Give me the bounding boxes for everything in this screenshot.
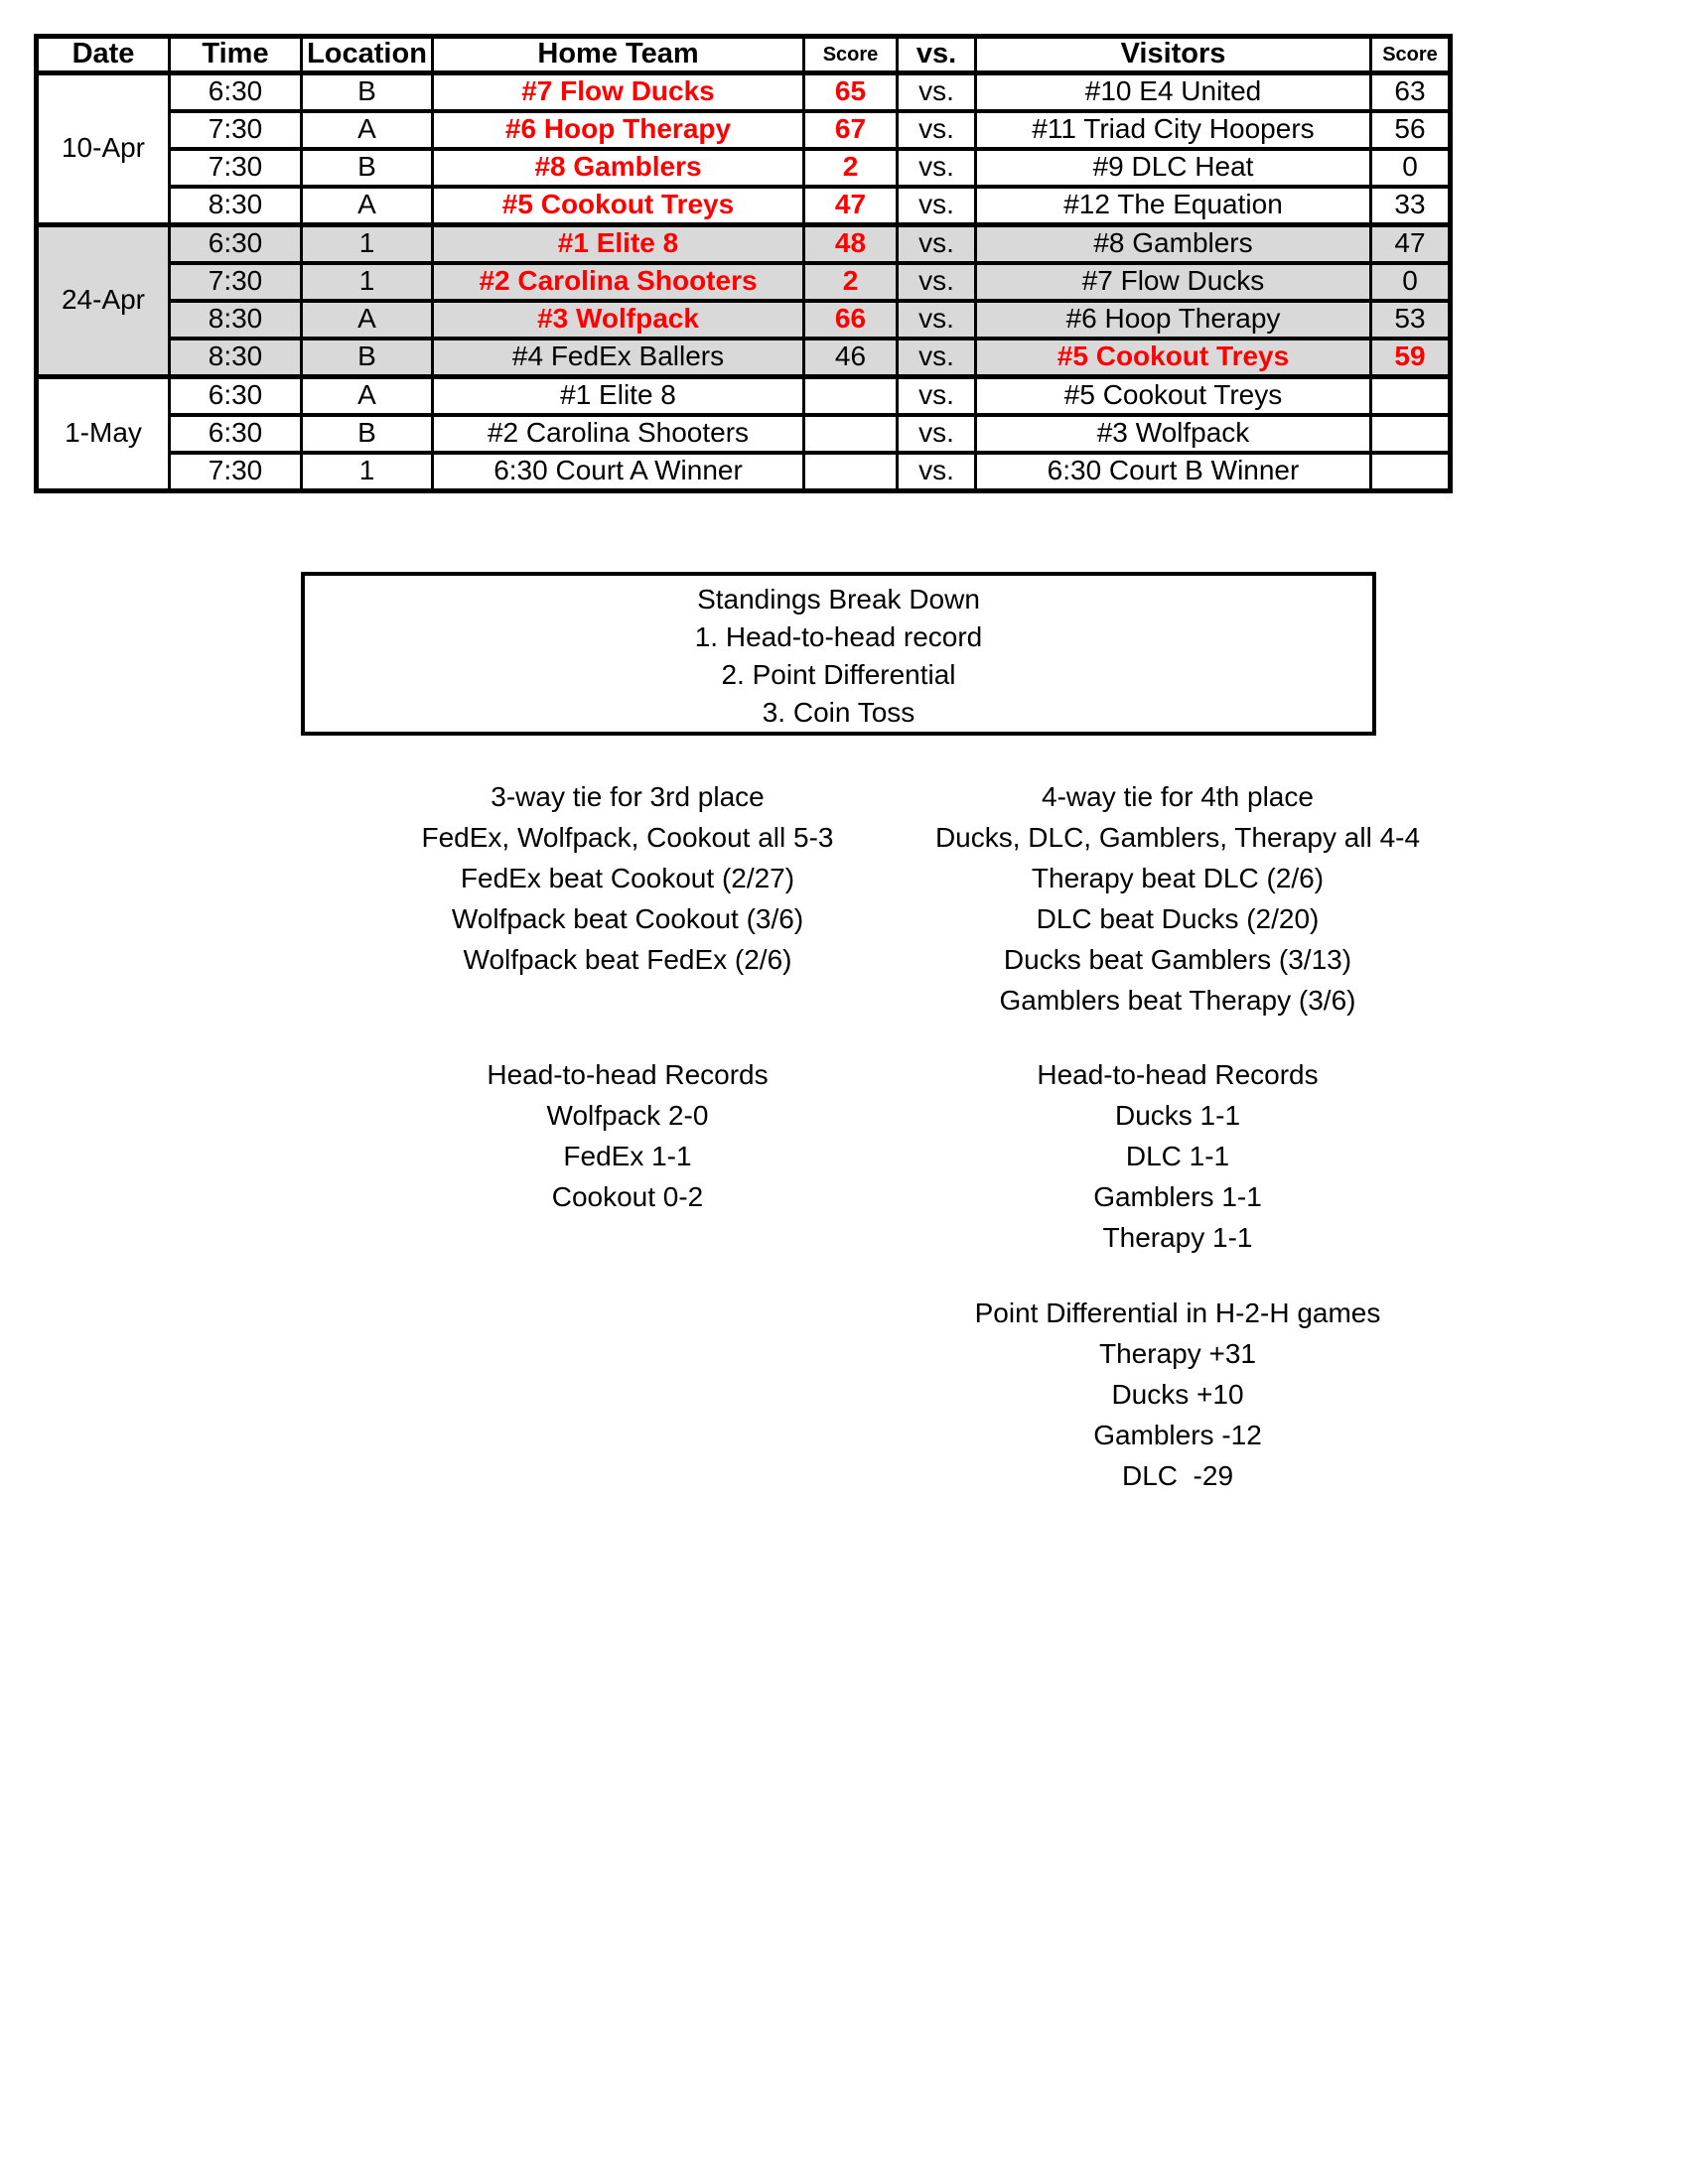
time-cell: 7:30 — [170, 263, 302, 301]
note-line: Gamblers -12 — [1093, 1420, 1262, 1450]
visitor-score-cell: 33 — [1371, 187, 1451, 225]
time-cell: 7:30 — [170, 149, 302, 187]
note-line: Wolfpack 2-0 — [546, 1100, 709, 1131]
note-line: DLC -29 — [1121, 1460, 1234, 1491]
time-cell: 6:30 — [170, 224, 302, 263]
header-location: Location — [302, 37, 433, 73]
visitor-score-cell: 47 — [1371, 224, 1451, 263]
time-cell: 7:30 — [170, 453, 302, 491]
game-row — [37, 453, 1451, 491]
time-cell: 8:30 — [170, 339, 302, 377]
home-score-cell: 47 — [804, 187, 898, 225]
game-row — [37, 72, 1451, 111]
visitor-team-cell: #5 Cookout Treys — [976, 376, 1371, 415]
home-score-cell: 2 — [804, 149, 898, 187]
h2h-records-third — [330, 1054, 925, 1217]
header-visitors: Visitors — [976, 37, 1371, 73]
visitor-team-cell: #7 Flow Ducks — [976, 263, 1371, 301]
location-cell: B — [302, 149, 433, 187]
game-row — [37, 415, 1451, 453]
home-score-cell: 2 — [804, 263, 898, 301]
home-team-cell: 6:30 Court A Winner — [433, 453, 804, 491]
note-line: Point Differential in H-2-H games — [974, 1297, 1381, 1328]
vs-cell: vs. — [898, 263, 976, 301]
home-score-cell: 46 — [804, 339, 898, 377]
game-row — [37, 376, 1451, 415]
standings-breakdown-box — [301, 572, 1376, 736]
note-line: Therapy 1-1 — [1102, 1222, 1253, 1253]
note-line: Ducks +10 — [1111, 1379, 1244, 1410]
location-cell: 1 — [302, 263, 433, 301]
note-line: DLC beat Ducks (2/20) — [1036, 903, 1320, 934]
home-score-cell — [804, 453, 898, 491]
visitor-score-cell — [1371, 453, 1451, 491]
location-cell: B — [302, 415, 433, 453]
time-cell: 6:30 — [170, 376, 302, 415]
note-line: Head-to-head Records — [487, 1059, 769, 1090]
home-team-cell: #4 FedEx Ballers — [433, 339, 804, 377]
vs-cell: vs. — [898, 453, 976, 491]
time-cell: 8:30 — [170, 301, 302, 339]
schedule-table — [34, 34, 1453, 493]
home-team-cell: #2 Carolina Shooters — [433, 263, 804, 301]
vs-cell: vs. — [898, 149, 976, 187]
vs-cell: vs. — [898, 339, 976, 377]
home-score-cell — [804, 415, 898, 453]
standings-rule: 3. Coin Toss — [762, 697, 915, 728]
home-team-cell: #5 Cookout Treys — [433, 187, 804, 225]
home-team-cell: #1 Elite 8 — [433, 224, 804, 263]
header-date: Date — [37, 37, 170, 73]
location-cell: B — [302, 339, 433, 377]
visitor-score-cell: 63 — [1371, 72, 1451, 111]
note-line: 3-way tie for 3rd place — [491, 781, 765, 812]
location-cell: A — [302, 187, 433, 225]
note-line: FedEx beat Cookout (2/27) — [460, 863, 795, 893]
header-home-team: Home Team — [433, 37, 804, 73]
note-line: Ducks beat Gamblers (3/13) — [1003, 944, 1352, 975]
home-team-cell: #1 Elite 8 — [433, 376, 804, 415]
point-differential-notes — [880, 1293, 1476, 1496]
location-cell: A — [302, 301, 433, 339]
vs-cell: vs. — [898, 72, 976, 111]
third-place-tie-notes — [330, 776, 925, 980]
visitor-score-cell: 59 — [1371, 339, 1451, 377]
note-line: DLC 1-1 — [1125, 1141, 1230, 1171]
fourth-place-tie-notes — [880, 776, 1476, 1021]
home-score-cell: 48 — [804, 224, 898, 263]
visitor-score-cell — [1371, 376, 1451, 415]
location-cell: A — [302, 111, 433, 149]
visitor-team-cell: #11 Triad City Hoopers — [976, 111, 1371, 149]
date-cell: 10-Apr — [37, 72, 170, 224]
home-score-cell: 65 — [804, 72, 898, 111]
standings-rule: 1. Head-to-head record — [694, 621, 983, 652]
game-row — [37, 339, 1451, 377]
visitor-score-cell — [1371, 415, 1451, 453]
note-line: Head-to-head Records — [1037, 1059, 1319, 1090]
standings-breakdown-title: Standings Break Down — [697, 584, 980, 614]
time-cell: 6:30 — [170, 72, 302, 111]
visitor-team-cell: #8 Gamblers — [976, 224, 1371, 263]
note-line: Wolfpack beat FedEx (2/6) — [463, 944, 792, 975]
home-score-cell — [804, 376, 898, 415]
note-line: Gamblers beat Therapy (3/6) — [999, 985, 1356, 1016]
home-score-cell: 67 — [804, 111, 898, 149]
date-cell: 1-May — [37, 376, 170, 490]
location-cell: 1 — [302, 224, 433, 263]
home-team-cell: #8 Gamblers — [433, 149, 804, 187]
time-cell: 8:30 — [170, 187, 302, 225]
header-time: Time — [170, 37, 302, 73]
h2h-records-fourth — [880, 1054, 1476, 1258]
visitor-score-cell: 0 — [1371, 149, 1451, 187]
note-line: 4-way tie for 4th place — [1042, 781, 1314, 812]
location-cell: 1 — [302, 453, 433, 491]
time-cell: 6:30 — [170, 415, 302, 453]
note-line: Gamblers 1-1 — [1093, 1181, 1262, 1212]
standings-rule: 2. Point Differential — [721, 659, 956, 690]
visitor-team-cell: #5 Cookout Treys — [976, 339, 1371, 377]
note-line: Cookout 0-2 — [551, 1181, 704, 1212]
visitor-team-cell: #6 Hoop Therapy — [976, 301, 1371, 339]
visitor-team-cell: #9 DLC Heat — [976, 149, 1371, 187]
header-vs: vs. — [898, 37, 976, 73]
note-line: FedEx 1-1 — [563, 1141, 692, 1171]
game-row — [37, 263, 1451, 301]
note-line: FedEx, Wolfpack, Cookout all 5-3 — [421, 822, 834, 853]
vs-cell: vs. — [898, 111, 976, 149]
location-cell: B — [302, 72, 433, 111]
header-visitor-score: Score — [1371, 37, 1451, 73]
vs-cell: vs. — [898, 187, 976, 225]
time-cell: 7:30 — [170, 111, 302, 149]
visitor-team-cell: 6:30 Court B Winner — [976, 453, 1371, 491]
date-cell: 24-Apr — [37, 224, 170, 376]
home-score-cell: 66 — [804, 301, 898, 339]
header-home-score: Score — [804, 37, 898, 73]
game-row — [37, 149, 1451, 187]
note-line: Therapy +31 — [1099, 1338, 1256, 1369]
vs-cell: vs. — [898, 415, 976, 453]
vs-cell: vs. — [898, 224, 976, 263]
visitor-team-cell: #12 The Equation — [976, 187, 1371, 225]
home-team-cell: #2 Carolina Shooters — [433, 415, 804, 453]
home-team-cell: #3 Wolfpack — [433, 301, 804, 339]
home-team-cell: #7 Flow Ducks — [433, 72, 804, 111]
visitor-score-cell: 53 — [1371, 301, 1451, 339]
note-line: Ducks, DLC, Gamblers, Therapy all 4-4 — [934, 822, 1421, 853]
note-line: Therapy beat DLC (2/6) — [1031, 863, 1325, 893]
note-line: Wolfpack beat Cookout (3/6) — [451, 903, 804, 934]
home-team-cell: #6 Hoop Therapy — [433, 111, 804, 149]
game-row — [37, 301, 1451, 339]
note-line: Ducks 1-1 — [1114, 1100, 1241, 1131]
location-cell: A — [302, 376, 433, 415]
game-row — [37, 187, 1451, 225]
game-row — [37, 224, 1451, 263]
visitor-score-cell: 56 — [1371, 111, 1451, 149]
game-row — [37, 111, 1451, 149]
vs-cell: vs. — [898, 376, 976, 415]
visitor-team-cell: #3 Wolfpack — [976, 415, 1371, 453]
visitor-team-cell: #10 E4 United — [976, 72, 1371, 111]
vs-cell: vs. — [898, 301, 976, 339]
header-row — [37, 37, 1451, 73]
visitor-score-cell: 0 — [1371, 263, 1451, 301]
